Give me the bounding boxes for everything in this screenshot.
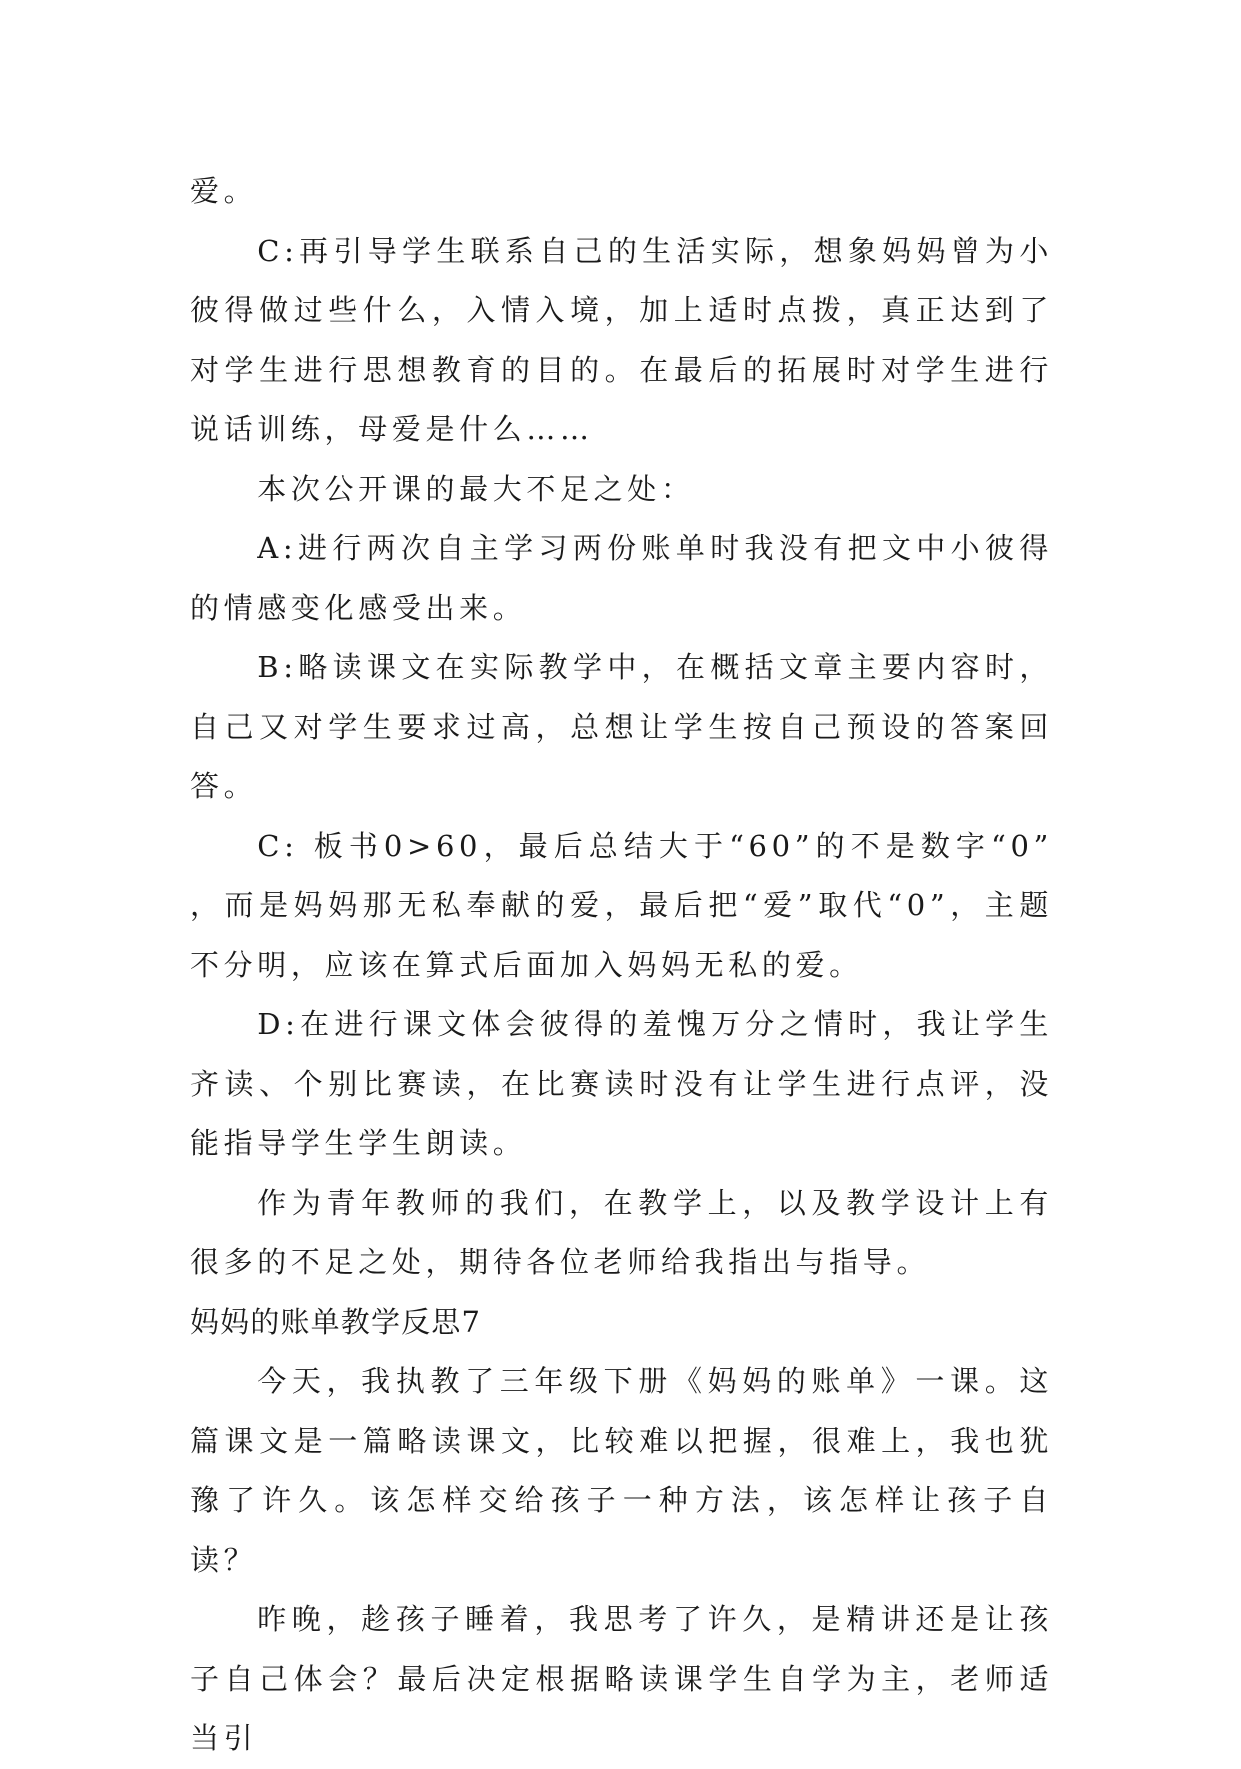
section-heading: 妈妈的账单教学反思7 <box>190 1304 482 1339</box>
paragraph-shortcoming-d: D:在进行课文体会彼得的羞愧万分之情时，我让学生齐读、个别比赛读，在比赛读时没有让学生进行点评，没能指导学生学生朗读。 <box>190 1007 1053 1160</box>
paragraph-today: 今天，我执教了三年级下册《妈妈的账单》一课。这篇课文是一篇略读课文，比较难以把握，很难上，我也犹豫了许久。该怎样交给孩子一种方法，该怎样让孩子自读？ <box>190 1364 1053 1577</box>
paragraph-shortcoming-a: A:进行两次自主学习两份账单时我没有把文中小彼得的情感变化感受出来。 <box>190 531 1053 625</box>
paragraph-shortcoming-c: C: 板书0>60，最后总结大于“60”的不是数字“0” ，而是妈妈那无私奉献的爱，最后把“爱”取代“0”，主题不分明，应该在算式后面加入妈妈无私的爱。 <box>190 828 1053 982</box>
paragraph-last-night: 昨晚，趁孩子睡着，我思考了许久，是精讲还是让孩子自己体会？最后决定根据略读课学生自学为主，老师适当引 <box>190 1602 1053 1755</box>
paragraph-continuation: 爱。 <box>190 174 258 208</box>
paragraph-c-guidance: C:再引导学生联系自己的生活实际，想象妈妈曾为小彼得做过些什么，入情入境，加上适时点拨，真正达到了对学生进行思想教育的目的。在最后的拓展时对学生进行说话训练，母爱是什么…… <box>190 233 1053 446</box>
paragraph-shortcomings-intro: 本次公开课的最大不足之处： <box>257 471 695 506</box>
document-page <box>190 162 1053 1769</box>
paragraph-shortcoming-b: B:略读课文在实际教学中，在概括文章主要内容时，自己又对学生要求过高，总想让学生按自己预设的答案回答。 <box>190 650 1053 803</box>
paragraph-conclusion: 作为青年教师的我们，在教学上，以及教学设计上有很多的不足之处，期待各位老师给我指出与指导。 <box>190 1185 1053 1279</box>
